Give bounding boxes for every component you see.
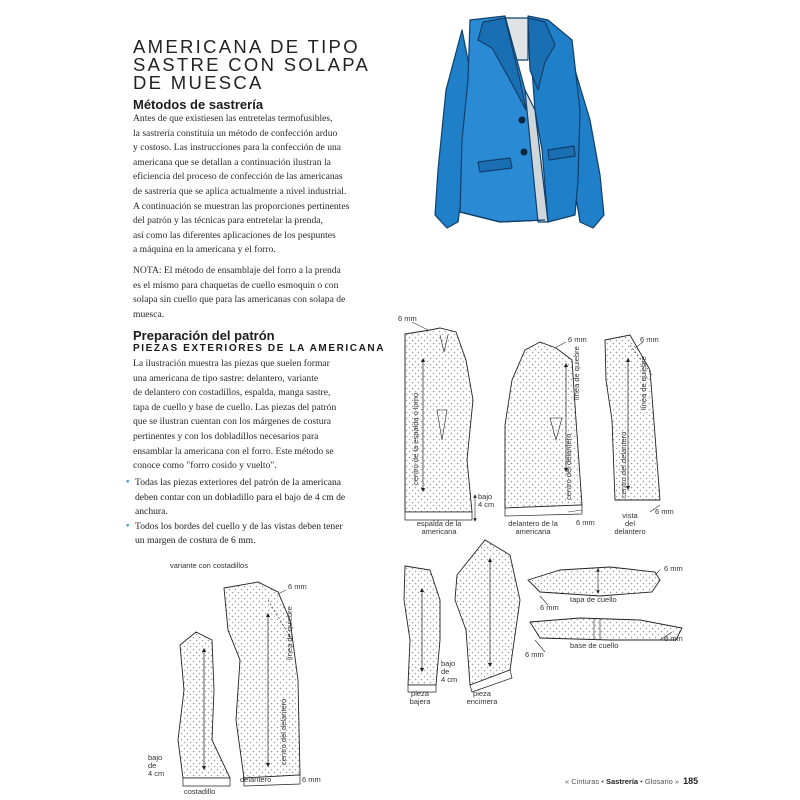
label-pieza-encimera <box>462 690 502 706</box>
label-line: vista <box>622 511 638 520</box>
label-pieza-bajera <box>400 690 440 706</box>
text-line: pertinentes y con los dobladillos necesarios para <box>133 430 319 442</box>
text-line: del patrón y las técnicas para entretelar la prenda, <box>133 215 323 227</box>
label-line: americana <box>515 527 551 536</box>
text-line: NOTA: El método de ensamblaje del forro a la prenda <box>133 265 341 276</box>
label-6mm: 6 mm <box>302 775 321 784</box>
text-line: eficiencia del proceso de confección de las americanas <box>133 171 343 183</box>
label-6mm: 6 mm <box>540 603 559 612</box>
label-linea-quiebre: línea de quiebre <box>572 346 581 400</box>
label-bajo-4cm <box>148 754 164 778</box>
label-delantero: delantero <box>240 775 272 784</box>
label-line: 4 cm <box>478 500 495 509</box>
subheading-piezas: PIEZAS EXTERIORES DE LA AMERICANA <box>133 343 386 354</box>
label-centro-delantero: centro del delantero <box>619 431 628 498</box>
title-line-3: DE MUESCA <box>133 72 264 93</box>
pattern-pieza-bajera <box>404 566 440 692</box>
text-line: así como las diferentes aplicaciones de los pespuntes <box>133 229 336 241</box>
text-line: La ilustración muestra las piezas que suelen formar <box>133 358 330 369</box>
label-6mm: 6 mm <box>576 518 595 527</box>
label-line: de <box>148 761 157 770</box>
section-heading-metodos: Métodos de sastrería <box>133 97 264 112</box>
label-espalda <box>404 520 474 536</box>
label-delantero-americana <box>498 520 568 536</box>
label-base-cuello: base de cuello <box>570 641 619 650</box>
label-line: bajo <box>148 753 163 762</box>
label-centro-espalda: centro de la espalda o lomo <box>411 392 420 485</box>
text-line: solapa sin cuello que para las americanas con solapa de <box>133 294 346 306</box>
pattern-pieza-encimera <box>455 540 520 692</box>
label-6mm: 6 mm <box>664 564 683 573</box>
label-line: delantero de la <box>508 519 558 528</box>
page-number: 185 <box>683 776 699 786</box>
footer-next-link[interactable]: • Glosario » <box>638 777 680 786</box>
pattern-base-cuello <box>530 618 682 640</box>
label-line: bajo <box>441 659 456 668</box>
text-line: muesca. <box>133 308 165 320</box>
label-costadillo: costadillo <box>184 787 216 796</box>
label-line: pieza <box>473 689 491 698</box>
pattern-tapa-cuello <box>528 567 660 596</box>
text-line: de sastrería que se aplica actualmente a nivel industrial. <box>133 185 347 197</box>
label-line: pieza <box>411 689 429 698</box>
text-line: una americana de tipo sastre: delantero, variante <box>133 372 319 384</box>
label-linea-quiebre: línea de quiebre <box>285 606 294 660</box>
label-6mm: 6 mm <box>568 335 587 344</box>
text-line: y costoso. Las instrucciones para la confección de una <box>133 142 342 154</box>
section-heading-preparacion: Preparación del patrón <box>133 328 275 343</box>
text-line: Todos los bordes del cuello y de las vistas deben tener <box>135 520 343 532</box>
text-line: A continuación se muestran las proporciones pertinentes <box>133 200 350 212</box>
label-variante: variante con costadillos <box>170 561 248 570</box>
label-linea-quiebre: línea de quiebre <box>639 356 648 410</box>
text-line: deben contar con un dobladillo para el bajo de 4 cm de <box>135 491 346 503</box>
label-6mm: 6 mm <box>398 314 417 323</box>
label-line: bajera <box>409 697 431 706</box>
text-line: anchura. <box>135 506 168 518</box>
jacket-illustration <box>435 16 604 228</box>
label-centro-delantero: centro del delantero <box>564 433 573 500</box>
label-line: encimera <box>466 697 498 706</box>
footer-prev-link[interactable]: « Cinturas • <box>565 777 606 786</box>
text-line: que se ilustran cuentan con los márgenes de costura <box>133 416 332 428</box>
text-line: Antes de que existiesen las entretelas termofusibles, <box>133 113 333 124</box>
text-line: Todas las piezas exteriores del patrón de la americana <box>135 477 342 488</box>
pattern-costadillo <box>178 632 230 786</box>
bullet-dot-icon: • <box>126 520 130 532</box>
label-line: americana <box>421 527 457 536</box>
label-vista <box>610 512 650 536</box>
bullet-dot-icon: • <box>126 477 130 488</box>
label-6mm: 6 mm <box>664 634 683 643</box>
text-line: de delantero con costadillos, espalda, manga sastre, <box>133 387 331 399</box>
text-line: a máquina en la americana y el forro. <box>133 244 276 256</box>
label-tapa-cuello: tapa de cuello <box>570 595 617 604</box>
label-line: delantero <box>614 527 646 536</box>
label-line: del <box>624 519 635 528</box>
label-line: espalda de la <box>416 519 462 528</box>
label-line: 4 cm <box>148 769 165 778</box>
pattern-vista <box>605 335 660 500</box>
label-6mm: 6 mm <box>640 335 659 344</box>
text-line: tapa de cuello y base de cuello. Las piezas del patrón <box>133 401 337 413</box>
label-bajo-4cm <box>441 660 457 684</box>
footer-current-section: Sastrería <box>605 777 639 786</box>
text-line: es el mismo para chaquetas de cuello esmoquin o con <box>133 279 339 291</box>
text-line: la sastrería constituía un método de confección arduo <box>133 127 338 139</box>
label-6mm: 6 mm <box>655 507 674 516</box>
text-line: ensamblar la americana con el forro. Este método se <box>133 445 334 457</box>
title-line-1: AMERICANA DE TIPO <box>133 36 360 57</box>
page-footer <box>565 776 698 786</box>
label-6mm: 6 mm <box>288 582 307 591</box>
label-bajo-4cm <box>478 493 494 509</box>
text-line: un margen de costura de 6 mm. <box>135 535 256 547</box>
label-6mm: 6 mm <box>525 650 544 659</box>
label-line: de <box>441 667 450 676</box>
text-line: conoce como "forro cosido y vuelto". <box>133 460 277 472</box>
title-line-2: SASTRE CON SOLAPA <box>133 54 371 75</box>
text-line: americana que se detallan a continuación ilustran la <box>133 156 331 168</box>
label-line: bajo <box>478 492 493 501</box>
label-line: 4 cm <box>441 675 458 684</box>
label-centro-delantero: centro del delantero <box>279 698 288 765</box>
